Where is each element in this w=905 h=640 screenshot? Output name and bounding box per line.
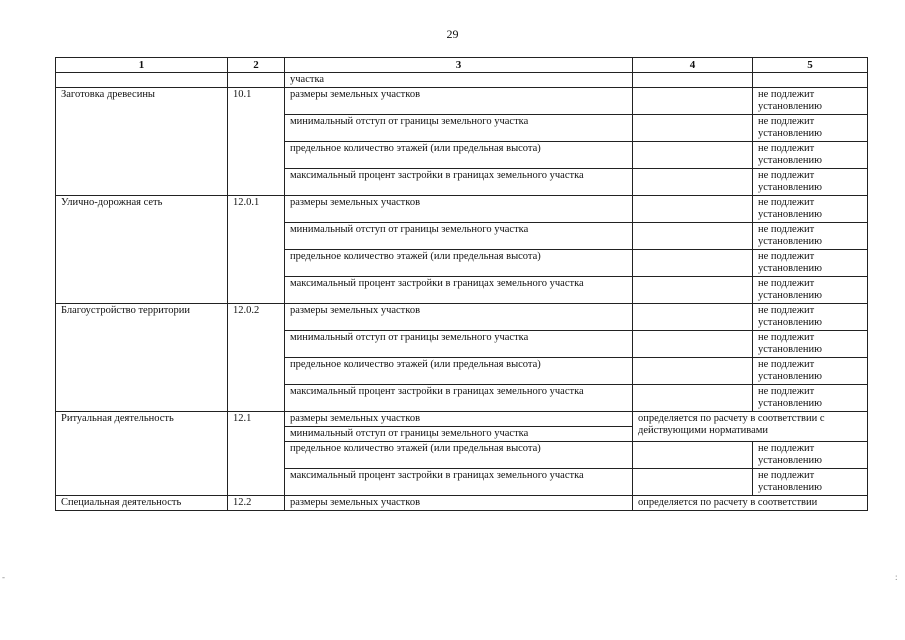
table-row — [56, 196, 868, 223]
parameter-name: предельное количество этажей (или предельная высота) — [285, 142, 633, 169]
parameter-name: минимальный отступ от границы земельного участка — [285, 427, 633, 442]
cell-empty — [633, 88, 753, 115]
cell-empty — [633, 250, 753, 277]
land-use-table — [55, 57, 868, 511]
merged-note: определяется по расчету в соответствии — [633, 496, 868, 511]
cell-empty — [633, 304, 753, 331]
land-use-name: Улично-дорожная сеть — [56, 196, 228, 304]
parameter-name: размеры земельных участков — [285, 88, 633, 115]
land-use-code: 12.2 — [228, 496, 285, 511]
cell-empty — [228, 73, 285, 88]
land-use-name: Специальная деятельность — [56, 496, 228, 511]
parameter-value: не подлежит установлению — [753, 169, 868, 196]
column-header: 1 — [56, 58, 228, 73]
merged-note: определяется по расчету в соответствии с действующими нормативами — [633, 412, 868, 442]
land-use-code: 12.0.2 — [228, 304, 285, 412]
column-header: 3 — [285, 58, 633, 73]
parameter-name: размеры земельных участков — [285, 496, 633, 511]
parameter-value: не подлежит установлению — [753, 469, 868, 496]
cell-empty — [633, 223, 753, 250]
page-number: 29 — [446, 27, 459, 41]
parameter-name: минимальный отступ от границы земельного участка — [285, 223, 633, 250]
parameter-name: максимальный процент застройки в границах земельного участка — [285, 169, 633, 196]
parameter-value: не подлежит установлению — [753, 196, 868, 223]
parameter-value: не подлежит установлению — [753, 277, 868, 304]
cell-empty — [56, 73, 228, 88]
land-use-code: 10.1 — [228, 88, 285, 196]
table-row — [56, 412, 868, 427]
parameter-name: максимальный процент застройки в границах земельного участка — [285, 277, 633, 304]
land-use-code: 12.1 — [228, 412, 285, 496]
parameter-name: размеры земельных участков — [285, 196, 633, 223]
cell-continuation: участка — [285, 73, 633, 88]
table-row — [56, 88, 868, 115]
cell-empty — [633, 73, 753, 88]
parameter-value: не подлежит установлению — [753, 304, 868, 331]
column-header: 4 — [633, 58, 753, 73]
parameter-value: не подлежит установлению — [753, 115, 868, 142]
parameter-value: не подлежит установлению — [753, 223, 868, 250]
column-header: 5 — [753, 58, 868, 73]
column-header: 2 — [228, 58, 285, 73]
cell-empty — [633, 115, 753, 142]
scan-mark-left: - — [2, 572, 5, 582]
cell-empty — [633, 196, 753, 223]
parameter-value: не подлежит установлению — [753, 250, 868, 277]
parameter-value: не подлежит установлению — [753, 358, 868, 385]
parameter-name: максимальный процент застройки в границах земельного участка — [285, 469, 633, 496]
parameter-value: не подлежит установлению — [753, 385, 868, 412]
parameter-value: не подлежит установлению — [753, 142, 868, 169]
cell-empty — [753, 73, 868, 88]
parameter-value: не подлежит установлению — [753, 331, 868, 358]
cell-empty — [633, 469, 753, 496]
cell-empty — [633, 277, 753, 304]
parameter-name: размеры земельных участков — [285, 412, 633, 427]
table-header-row — [56, 58, 868, 73]
cell-empty — [633, 358, 753, 385]
parameter-value: не подлежит установлению — [753, 442, 868, 469]
parameter-name: минимальный отступ от границы земельного участка — [285, 331, 633, 358]
cell-empty — [633, 385, 753, 412]
land-use-name: Благоустройство территории — [56, 304, 228, 412]
table-row — [56, 496, 868, 511]
cell-empty — [633, 442, 753, 469]
scan-mark-right: : — [895, 572, 898, 582]
parameter-value: не подлежит установлению — [753, 88, 868, 115]
cell-empty — [633, 169, 753, 196]
parameter-name: размеры земельных участков — [285, 304, 633, 331]
table-row — [56, 304, 868, 331]
table-row — [56, 73, 868, 88]
parameter-name: предельное количество этажей (или предельная высота) — [285, 442, 633, 469]
parameter-name: максимальный процент застройки в границах земельного участка — [285, 385, 633, 412]
land-use-name: Ритуальная деятельность — [56, 412, 228, 496]
cell-empty — [633, 142, 753, 169]
cell-empty — [633, 331, 753, 358]
parameter-name: предельное количество этажей (или предельная высота) — [285, 358, 633, 385]
parameter-name: предельное количество этажей (или предельная высота) — [285, 250, 633, 277]
parameter-name: минимальный отступ от границы земельного участка — [285, 115, 633, 142]
land-use-name: Заготовка древесины — [56, 88, 228, 196]
land-use-code: 12.0.1 — [228, 196, 285, 304]
